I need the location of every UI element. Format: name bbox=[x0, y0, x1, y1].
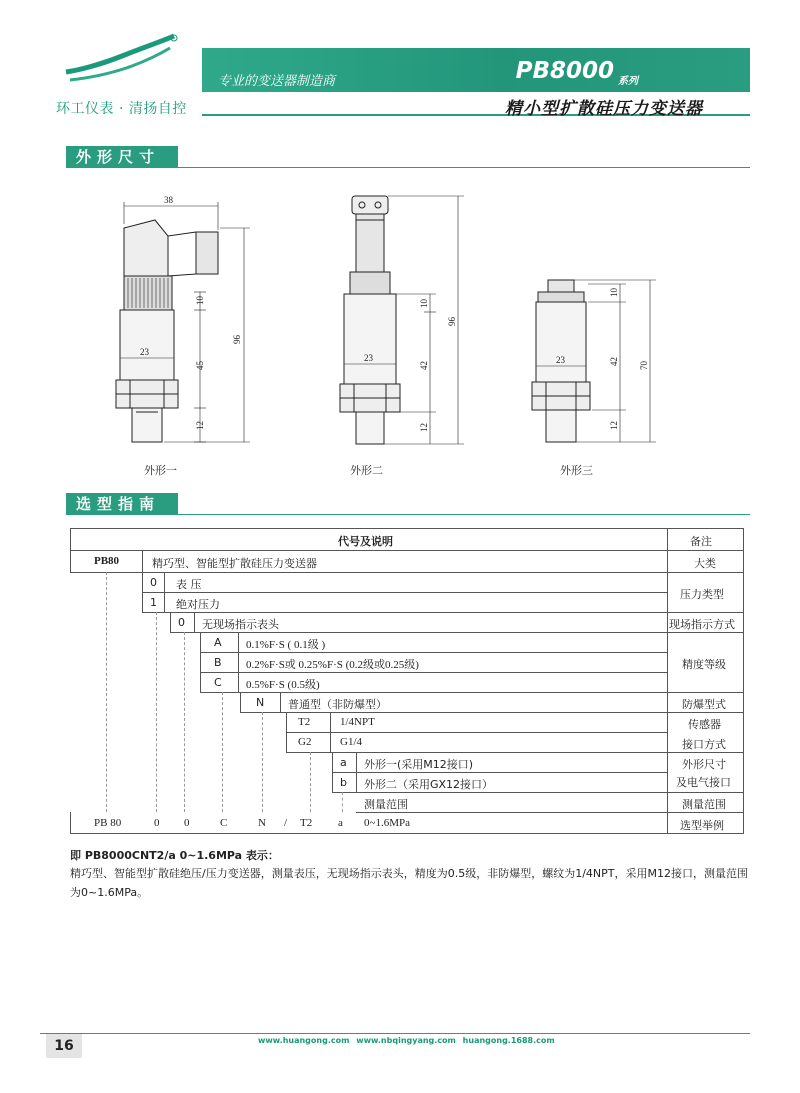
code-g2: G2 bbox=[298, 736, 312, 748]
remark-interface: 接口方式 bbox=[682, 738, 726, 751]
dim-label: 12 bbox=[195, 421, 205, 430]
desc-shape-a: 外形一(采用M12接口) bbox=[364, 758, 474, 771]
selection-table bbox=[70, 528, 744, 834]
footer-rule bbox=[40, 1033, 750, 1034]
example-code: N bbox=[258, 817, 266, 829]
footer-links[interactable]: www.huangong.com www.nbqingyang.com huangong.1688.com bbox=[258, 1036, 555, 1045]
dim-label: 23 bbox=[140, 347, 149, 357]
code-shape-a: a bbox=[340, 756, 347, 769]
shape-two-caption: 外形二 bbox=[350, 464, 383, 477]
dimension-drawings bbox=[0, 180, 800, 490]
section-heading-selection: 选型指南 bbox=[66, 493, 178, 515]
dim-label: 38 bbox=[164, 195, 173, 205]
desc-g2: G1/4 bbox=[340, 736, 362, 748]
code-absolute: 1 bbox=[150, 596, 157, 609]
code-n: N bbox=[256, 696, 265, 709]
remark-category: 大类 bbox=[694, 557, 716, 570]
dim-label: 23 bbox=[556, 355, 565, 365]
dim-label: 42 bbox=[609, 357, 619, 366]
section-heading-dimensions: 外形尺寸 bbox=[66, 146, 178, 168]
example-code: / bbox=[284, 817, 288, 829]
section-rule bbox=[66, 167, 750, 168]
example-title: 即 PB8000CNT2/a 0~1.6MPa 表示： bbox=[70, 849, 279, 862]
drawing-canvas bbox=[0, 180, 800, 490]
remark-range: 测量范围 bbox=[682, 798, 726, 811]
dim-label: 10 bbox=[195, 296, 205, 305]
desc-c: 0.5%F·S (0.5级) bbox=[246, 679, 320, 691]
desc-absolute: 绝对压力 bbox=[176, 598, 220, 611]
code-t2: T2 bbox=[298, 716, 311, 728]
desc-shape-b: 外形二（采用GX12接口） bbox=[364, 778, 494, 791]
code-pb80: PB80 bbox=[94, 555, 120, 567]
product-title: 精小型扩散硅压力变送器 bbox=[505, 99, 703, 119]
desc-t2: 1/4NPT bbox=[340, 716, 375, 728]
code-gauge: 0 bbox=[150, 576, 157, 589]
dim-label: 10 bbox=[419, 299, 429, 308]
desc-category: 精巧型、智能型扩散硅压力变送器 bbox=[152, 557, 317, 570]
example-code: 0~1.6MPa bbox=[364, 817, 410, 829]
example-description: 精巧型、智能型扩散硅绝压/压力变送器，测量表压，无现场指示表头，精度为0.5级，非防爆型，螺纹为1/4NPT，采用M12接口，测量范围为0~1.6MPa。 bbox=[70, 867, 748, 899]
shape-three-caption: 外形三 bbox=[560, 464, 593, 477]
shape-one-caption: 外形一 bbox=[144, 464, 177, 477]
table-header-code: 代号及说明 bbox=[338, 535, 393, 548]
remark-electrical: 及电气接口 bbox=[676, 776, 731, 789]
desc-gauge: 表 压 bbox=[176, 578, 202, 591]
page-number: 16 bbox=[46, 1034, 82, 1058]
remark-example: 选型举例 bbox=[680, 819, 724, 832]
series-suffix: 系列 bbox=[618, 76, 638, 87]
shape-one-drawing bbox=[116, 202, 250, 442]
desc-b: 0.2%F·S或 0.25%F·S (0.2级或0.25级) bbox=[246, 659, 419, 671]
desc-range: 测量范围 bbox=[364, 798, 408, 811]
header-banner bbox=[202, 48, 750, 92]
remark-explosion: 防爆型式 bbox=[682, 698, 726, 711]
remark-pressure-type: 压力类型 bbox=[680, 588, 724, 601]
table-header-remark: 备注 bbox=[690, 535, 712, 548]
model-name: PB8000 bbox=[515, 58, 614, 84]
code-no-indicator: 0 bbox=[178, 616, 185, 629]
code-b: B bbox=[214, 656, 222, 669]
code-c: C bbox=[214, 676, 222, 689]
dim-label: 45 bbox=[195, 361, 205, 370]
example-code: 0 bbox=[154, 817, 160, 829]
brand-logo bbox=[62, 30, 182, 92]
desc-n: 普通型（非防爆型） bbox=[288, 698, 387, 711]
dim-label: 70 bbox=[639, 361, 649, 370]
dim-label: 12 bbox=[609, 421, 619, 430]
example-code: 0 bbox=[184, 817, 190, 829]
shape-three-drawing bbox=[532, 280, 656, 442]
brand-subtitle: 环工仪表 · 清扬自控 bbox=[56, 101, 187, 117]
dim-label: 23 bbox=[364, 353, 373, 363]
remark-indicator: 现场指示方式 bbox=[669, 618, 735, 631]
section-rule bbox=[66, 514, 750, 515]
example-code: T2 bbox=[300, 817, 313, 829]
dim-label: 96 bbox=[447, 317, 457, 326]
dim-label: 96 bbox=[232, 335, 242, 344]
code-shape-b: b bbox=[340, 776, 347, 789]
code-a: A bbox=[214, 636, 222, 649]
example-code: C bbox=[220, 817, 228, 829]
remark-sensor: 传感器 bbox=[688, 718, 721, 731]
dim-label: 42 bbox=[419, 361, 429, 370]
dim-label: 10 bbox=[609, 288, 619, 297]
desc-a: 0.1%F·S ( 0.1级 ) bbox=[246, 639, 326, 651]
remark-accuracy: 精度等级 bbox=[682, 658, 726, 671]
example-code: PB 80 bbox=[94, 817, 122, 829]
remark-shape: 外形尺寸 bbox=[682, 758, 726, 771]
desc-no-indicator: 无现场指示表头 bbox=[202, 618, 279, 631]
example-code: a bbox=[338, 817, 343, 829]
dim-label: 12 bbox=[419, 423, 429, 432]
tagline: 专业的变送器制造商 bbox=[218, 74, 336, 89]
shape-two-drawing bbox=[340, 196, 464, 444]
